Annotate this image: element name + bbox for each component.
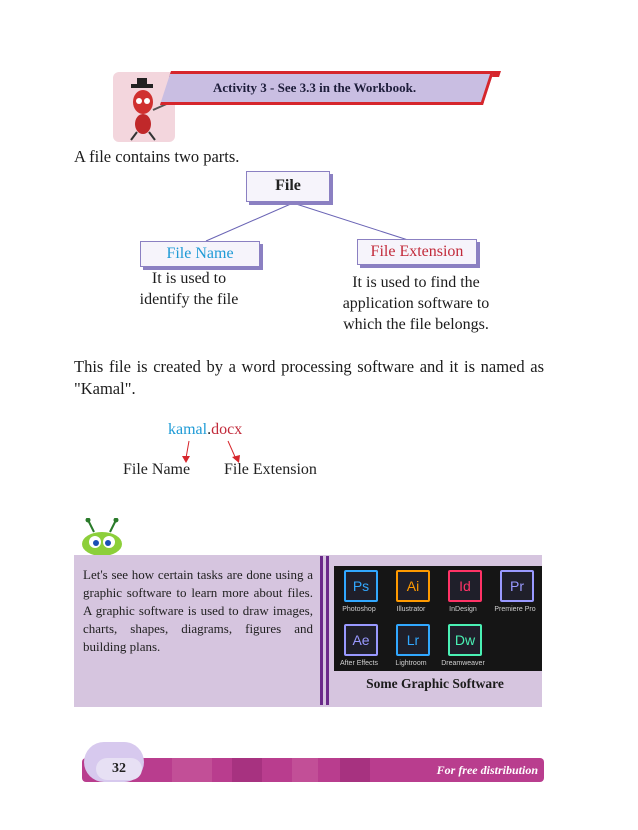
file-name-box: File Name (140, 241, 260, 267)
tile-label: Illustrator (396, 606, 426, 613)
paragraph-line-1: This file is created by a word processing software and it is named as (74, 357, 544, 376)
after-effects-icon (344, 624, 378, 656)
file-extension-caption (326, 272, 506, 335)
example-name-label: File Name (123, 461, 191, 478)
activity-title: Activity 3 - See 3.3 in the Workbook. (213, 80, 417, 95)
file-extension-caption-line: which the file belongs. (343, 316, 489, 333)
tile-abbr: Ai (406, 578, 420, 594)
filename-dot: . (207, 421, 212, 438)
dreamweaver-icon (448, 624, 482, 656)
tile-abbr: Lr (406, 632, 420, 648)
file-name-caption (124, 268, 254, 310)
info-panel-text: Let's see how certain tasks are done using a graphic software to learn more about files. A graphic software is used to draw images, charts, shapes, diagrams, figures and building plans. (83, 567, 313, 654)
tile-label: Photoshop (342, 606, 376, 613)
premiere-pro-icon (500, 570, 534, 602)
filename-name-part: kamal (168, 421, 208, 438)
tile-abbr: Pr (510, 578, 524, 594)
example-extension-label: File Extension (224, 461, 317, 478)
tile-abbr: Ps (352, 578, 370, 594)
tile-label: After Effects (340, 660, 378, 667)
file-extension-caption-line: application software to (342, 295, 490, 312)
tile-label: Dreamweaver (441, 660, 485, 667)
tile-abbr: Id (459, 578, 471, 594)
panel-divider-line (320, 556, 323, 705)
tile-abbr: Dw (454, 632, 476, 648)
intro-text: A file contains two parts. (74, 147, 240, 166)
software-caption: Some Graphic Software (366, 676, 504, 691)
footer-note: For free distribution (436, 763, 538, 777)
photoshop-icon (344, 570, 378, 602)
bug-mascot-icon (78, 518, 126, 558)
panel-divider-line (326, 556, 329, 705)
page-number: 32 (96, 758, 142, 780)
filename-extension-part: docx (211, 421, 243, 438)
tile-abbr: Ae (352, 632, 370, 648)
tile-label: InDesign (449, 606, 477, 613)
illustrator-icon (396, 570, 430, 602)
tile-label: Lightroom (395, 660, 427, 667)
file-root-box: File (246, 171, 330, 202)
file-name-caption-line: It is used to (151, 270, 227, 287)
filename-example (168, 421, 242, 439)
indesign-icon (448, 570, 482, 602)
file-name-caption-line: identify the file (139, 291, 239, 308)
file-extension-caption-line: It is used to find the (352, 274, 480, 291)
lightroom-icon (396, 624, 430, 656)
tile-label: Premiere Pro (494, 606, 536, 613)
file-extension-box: File Extension (357, 239, 477, 265)
graphic-software-grid (334, 566, 542, 671)
paragraph-line-2: "Kamal". (74, 379, 136, 398)
